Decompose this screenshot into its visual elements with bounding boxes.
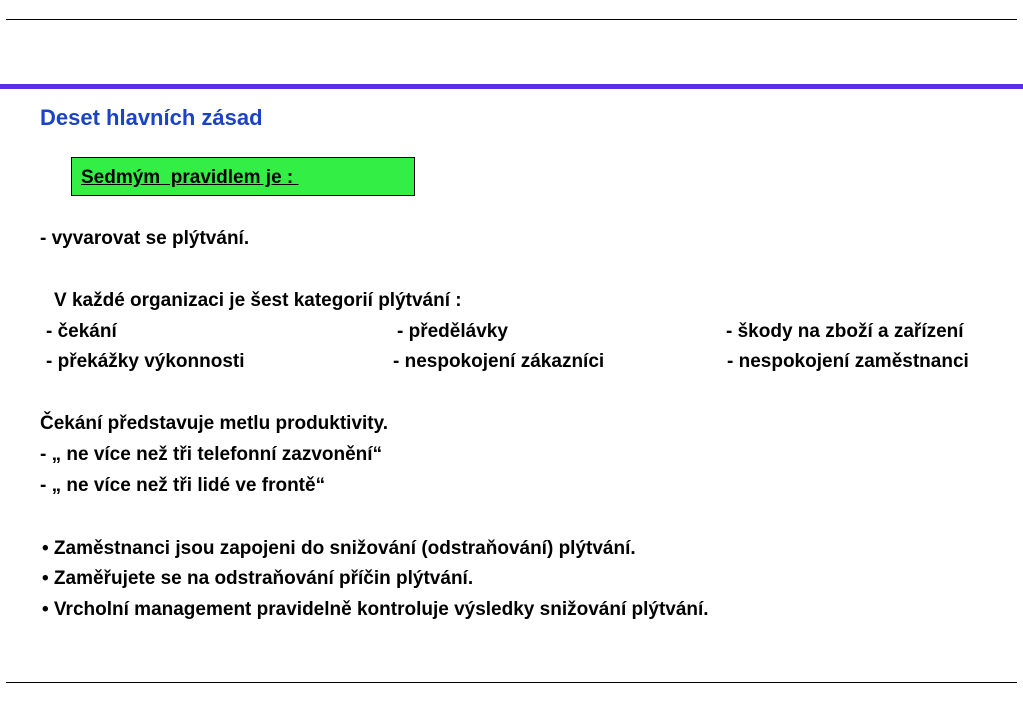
- rule-highlight-box: [71, 157, 415, 196]
- bullet-item: • Zaměřujete se na odstraňování příčin plýtvání.: [42, 568, 474, 589]
- waiting-statement: Čekání představuje metlu produktivity.: [40, 413, 389, 434]
- category-item: - překážky výkonnosti: [46, 351, 245, 372]
- slide-title: Deset hlavních zásad: [40, 105, 263, 130]
- rule-highlight-label: Sedmým pravidlem je :: [81, 167, 299, 188]
- category-item: - čekání: [46, 321, 117, 342]
- category-item: - nespokojení zákazníci: [393, 351, 605, 372]
- categories-heading: V každé organizaci je šest kategorií plýtvání :: [54, 290, 462, 311]
- waiting-example: - „ ne více než tři telefonní zazvonění“: [40, 444, 383, 465]
- category-item: - škody na zboží a zařízení: [726, 321, 964, 342]
- intro-line: - vyvarovat se plýtvání.: [40, 228, 250, 249]
- accent-divider: [0, 84, 1023, 89]
- bullet-item: • Zaměstnanci jsou zapojeni do snižování (odstraňování) plýtvání.: [42, 538, 636, 559]
- category-item: - předělávky: [397, 321, 508, 342]
- category-item: - nespokojení zaměstnanci: [727, 351, 969, 372]
- bottom-divider: [6, 682, 1017, 683]
- bullet-item: • Vrcholní management pravidelně kontroluje výsledky snižování plýtvání.: [42, 599, 709, 620]
- top-divider: [6, 19, 1017, 20]
- waiting-example: - „ ne více než tři lidé ve frontě“: [40, 475, 326, 496]
